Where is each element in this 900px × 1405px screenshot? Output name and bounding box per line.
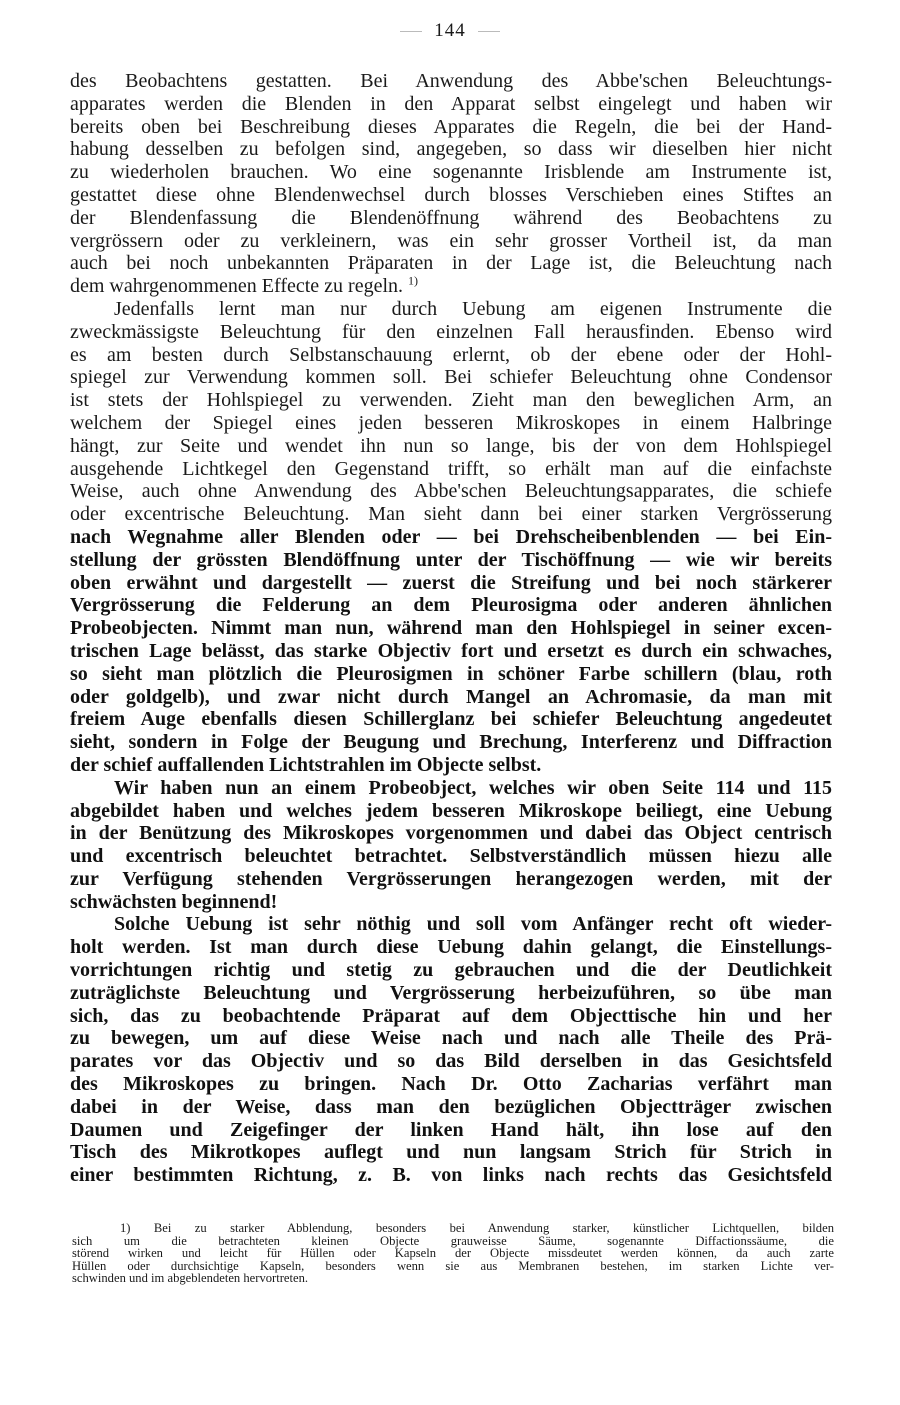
text-line: zuträglichste Beleuchtung und Vergrösserung herbeizuführen, so übe man [70,981,832,1004]
text-line: holt werden. Ist man durch diese Uebung dahin gelangt, die Einstellungs- [70,936,832,959]
text-line: parates vor das Objectiv und so das Bild derselben in das Gesichtsfeld [70,1050,832,1073]
header-dash-left [400,31,422,32]
text-line: sieht, sondern in Folge der Beugung und Brechung, Interferenz und Diffraction [70,731,832,754]
text-line: dabei in der Weise, dass man den bezüglichen Objectträger zwischen [70,1095,832,1118]
text-line: des Mikroskopes zu bringen. Nach Dr. Otto Zacharias verfährt man [70,1073,832,1096]
text-line: zweckmässigste Beleuchtung für den einzelnen Fall herausfinden. Ebenso wird [70,320,832,343]
text-line: des Beobachtens gestatten. Bei Anwendung des Abbe'schen Beleuchtungs- [70,70,832,92]
footnote-line: störend wirken und leicht für Hüllen oder Kapseln der Objecte missdeutet werden können, da auch zarte [72,1246,834,1261]
text-line: und excentrisch beleuchtet betrachtet. Selbstverständlich müssen hiezu alle [70,845,832,868]
text-line: freiem Auge ebenfalls diesen Schillerglanz bei schiefer Beleuchtung angedeutet [70,708,832,731]
text-line: Probeobjecten. Nimmt man nun, während man den Hohlspiegel in seiner excen- [70,617,832,640]
text-line: der Blendenfassung die Blendenöffnung während des Beobachtens zu [70,206,832,229]
text-line: Jedenfalls lernt man nur durch Uebung am eigenen Instrumente die [114,297,832,320]
text-line: ausgehende Lichtkegel den Gegenstand trifft, so erhält man auf die einfachste [70,457,832,480]
text-line: spiegel zur Verwendung kommen soll. Bei schiefer Beleuchtung ohne Condensor [70,366,832,389]
footnote-reference: 1) [408,273,419,288]
text-line: schwächsten beginnend! [70,890,278,913]
text-line: vergrössern oder zu verkleinern, was ein sehr grosser Vortheil ist, da man [70,229,832,252]
text-line: oben erwähnt und dargestellt — zuerst die Streifung und bei noch stärkerer [70,571,832,594]
text-line: hängt, zur Seite und wendet ihn nun so lange, bis der von dem Hohlspiegel [70,434,832,457]
text-line: Tisch des Mikrotkopes auflegt und nun langsam Strich für Strich in [70,1141,832,1164]
text-line: trischen Lage belässt, das starke Objectiv fort und ersetzt es durch ein schwaches, [70,639,832,662]
text-line: Daumen und Zeigefinger der linken Hand hält, ihn lose auf den [70,1118,832,1141]
text-line: sich, das zu beobachtende Präparat auf dem Objecttische hin und her [70,1004,832,1027]
footnote-line: 1) Bei zu starker Abblendung, besonders bei Anwendung starker, künstlicher Lichtquellen, bilden [120,1221,834,1235]
page-number: 144 [434,20,466,41]
text-line: apparates werden die Blenden in den Apparat selbst eingelegt und haben wir [70,92,832,115]
text-line: vorrichtungen richtig und stetig zu gebrauchen und die der Deutlichkeit [70,959,832,982]
text-line: abgebildet haben und welches jedem besseren Mikroskope beiliegt, eine Uebung [70,799,832,822]
text-line: Weise, auch ohne Anwendung des Abbe'schen Beleuchtungsapparates, die schiefe [70,480,832,503]
text-line: auch bei noch unbekannten Präparaten in der Lage ist, die Beleuchtung nach [70,252,832,275]
footnote [72,1222,834,1285]
text-line: bereits oben bei Beschreibung dieses Apparates die Regeln, die bei der Hand- [70,115,832,138]
header-dash-right [478,31,500,32]
page-header [0,20,900,42]
text-line: stellung der grössten Blendöffnung unter der Tischöffnung — wie wir bereits [70,548,832,571]
text-line: oder excentrische Beleuchtung. Man sieht dann bei einer starken Vergrösserung [70,503,832,526]
text-line: Vergrösserung die Felderung an dem Pleurosigma oder anderen ähnlichen [70,594,832,617]
footnote-line: schwinden und im abgeblendeten hervortreten. [72,1271,309,1286]
text-line-with-footnote-ref [70,275,832,298]
body-text [70,70,832,1187]
text-line: oder goldgelb), und zwar nicht durch Mangel an Achromasie, da man mit [70,685,832,708]
text-line: dem wahrgenommenen Effecte zu regeln. [70,275,404,298]
text-line: welchem der Spiegel eines jeden besseren Mikroskopes in einem Halbringe [70,411,832,434]
text-line: Wir haben nun an einem Probeobject, welches wir oben Seite 114 und 115 [114,776,832,799]
text-line: zu wiederholen brauchen. Wo eine sogenannte Irisblende am Instrumente ist, [70,161,832,184]
text-line: so sieht man plötzlich die Pleurosigmen in schöner Farbe schillern (blau, roth [70,662,832,685]
text-line: Solche Uebung ist sehr nöthig und soll vom Anfänger recht oft wieder- [114,913,832,936]
text-line: gestattet diese ohne Blendenwechsel durch blosses Verschieben eines Stiftes an [70,183,832,206]
text-line: ist stets der Hohlspiegel zu verwenden. Zieht man den beweglichen Arm, an [70,389,832,412]
text-line: habung desselben zu befolgen sind, angegeben, so dass wir dieselben hier nicht [70,138,832,161]
text-line: in der Benützung des Mikroskopes vorgenommen und dabei das Object centrisch [70,822,832,845]
text-line: der schief auffallenden Lichtstrahlen im Objecte selbst. [70,753,542,776]
text-line: zur Verfügung stehenden Vergrösserungen herangezogen werden, mit der [70,867,832,890]
text-line: nach Wegnahme aller Blenden oder — bei Drehscheibenblenden — bei Ein- [70,525,832,548]
text-line: es am besten durch Selbstanschauung erlernt, ob der ebene oder der Hohl- [70,343,832,366]
footnote-line: sich um die betrachteten kleinen Objecte grauweisse Säume, sogenannte Diffactionssäume, die [72,1233,834,1248]
footnote-line: Hüllen oder durchsichtige Kapseln, besonders wenn sie aus Membranen bestehen, im starken Lichte ver- [72,1258,834,1273]
text-line: zu bewegen, um auf diese Weise nach und nach alle Theile des Prä- [70,1027,832,1050]
text-line: einer bestimmten Richtung, z. B. von links nach rechts das Gesichtsfeld [70,1164,832,1187]
